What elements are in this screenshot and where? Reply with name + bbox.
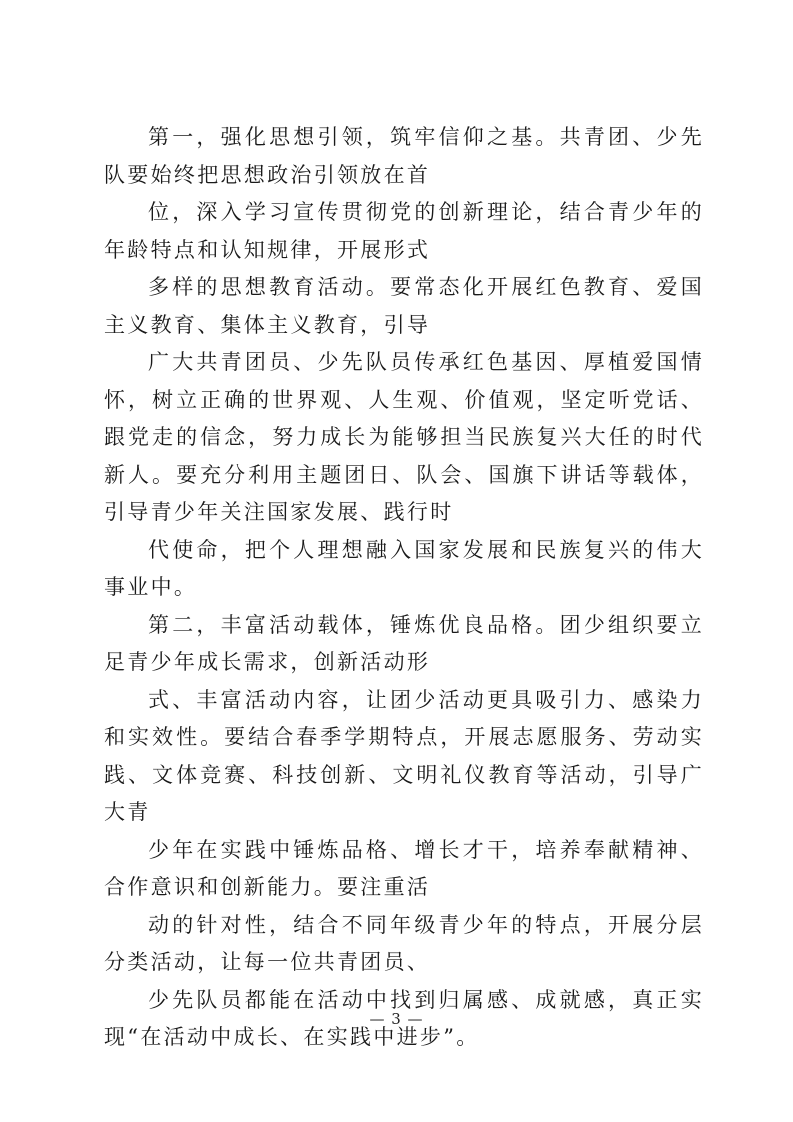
paragraph: 多样的思想教育活动。要常态化开展红色教育、爱国主义教育、集体主义教育，引导 (104, 275, 704, 337)
paragraph: 少先队员都能在活动中找到归属感、成就感，真正实现“在活动中成长、在实践中进步”。 (104, 987, 704, 1049)
paragraph: 动的针对性，结合不同年级青少年的特点，开展分层分类活动，让每一位共青团员、 (104, 912, 704, 974)
paragraph: 广大共青团员、少先队员传承红色基因、厚植爱国情怀，树立正确的世界观、人生观、价值观，坚定听党话、跟党走的信念，努力成长为能够担当民族复兴大任的时代新人。要充分利用主题团日、队会、国旗下讲话等载体，引导青少年关注国家发展、践行时 (104, 350, 704, 524)
paragraph: 第一，强化思想引领，筑牢信仰之基。共青团、少先队要始终把思想政治引领放在首 (104, 125, 704, 187)
paragraph: 代使命，把个人理想融入国家发展和民族复兴的伟大事业中。 (104, 537, 704, 599)
document-body (104, 119, 704, 1057)
paragraph: 第二，丰富活动载体，锤炼优良品格。团少组织要立足青少年成长需求，创新活动形 (104, 612, 704, 674)
paragraph: 位，深入学习宣传贯彻党的创新理论，结合青少年的年龄特点和认知规律，开展形式 (104, 200, 704, 262)
paragraph: 式、丰富活动内容，让团少活动更具吸引力、感染力和实效性。要结合春季学期特点，开展志愿服务、劳动实践、文体竞赛、科技创新、文明礼仪教育等活动，引导广大青 (104, 687, 704, 824)
paragraph: 少年在实践中锤炼品格、增长才干，培养奉献精神、合作意识和创新能力。要注重活 (104, 837, 704, 899)
page-number: — 3 — (369, 1010, 424, 1028)
